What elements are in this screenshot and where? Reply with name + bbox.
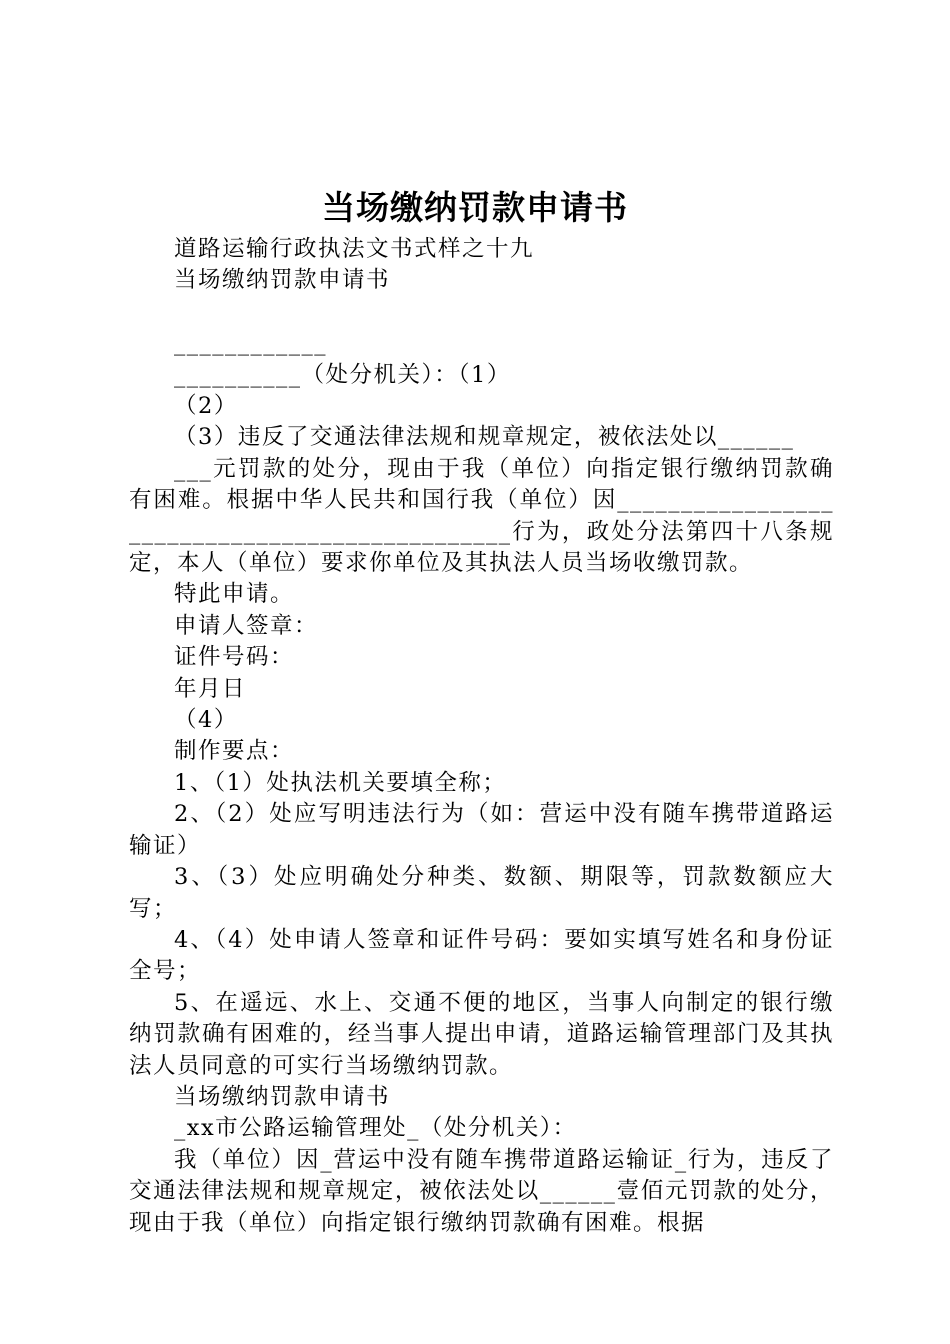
paragraph: __________（处分机关）：（1）	[174, 361, 511, 388]
paragraph: ____________	[174, 330, 327, 357]
paragraph: （3）违反了交通法律法规和规章规定，被依法处以______	[174, 424, 795, 451]
paragraph: （4）	[174, 707, 238, 734]
paragraph: （2）	[174, 393, 238, 420]
paragraph: 年月日	[174, 675, 247, 702]
paragraph: 道路运输行政执法文书式样之十九	[174, 236, 535, 262]
paragraph: 当场缴纳罚款申请书	[174, 1083, 391, 1110]
paragraph: 证件号码：	[174, 644, 295, 671]
paragraph	[129, 297, 834, 328]
paragraph: 申请人签章：	[174, 612, 319, 639]
paragraph: 我（单位）因_营运中没有随车携带道路运输证_行为，违反了交通法律法规和规章规定，被依法处以______壹佰元罚款的处分，现由于我（单位）向指定银行缴纳罚款确有困难。根据	[129, 1146, 834, 1236]
paragraph: 制作要点：	[174, 738, 295, 765]
paragraph: ___元罚款的处分，现由于我（单位）向指定银行缴纳罚款确有困难。根据中华人民共和国行我（单位）因_______________________________________________行为，政处分法第四十八条规定，本人（单位）要求你单位及其执法人员当场收缴罚款。	[129, 455, 834, 577]
paragraph: 当场缴纳罚款申请书	[174, 267, 391, 294]
paragraph: 3、（3）处应明确处分种类、数额、期限等，罚款数额应大写；	[129, 864, 834, 922]
document-body	[129, 234, 834, 1239]
paragraph: 4、（4）处申请人签章和证件号码：要如实填写姓名和身份证全号；	[129, 926, 834, 985]
paragraph: 1、（1）处执法机关要填全称；	[174, 769, 507, 796]
paragraph: 2、（2）处应写明违法行为（如：营运中没有随车携带道路运输证）	[129, 801, 834, 859]
paragraph: 5、在遥远、水上、交通不便的地区，当事人向制定的银行缴纳罚款确有困难的，经当事人提出申请，道路运输管理部门及其执法人员同意的可实行当场缴纳罚款。	[129, 989, 834, 1079]
paragraph: 特此申请。	[174, 581, 295, 608]
paragraph: _xx市公路运输管理处_（处分机关）：	[174, 1115, 577, 1142]
document-title: 当场缴纳罚款申请书	[322, 188, 628, 227]
